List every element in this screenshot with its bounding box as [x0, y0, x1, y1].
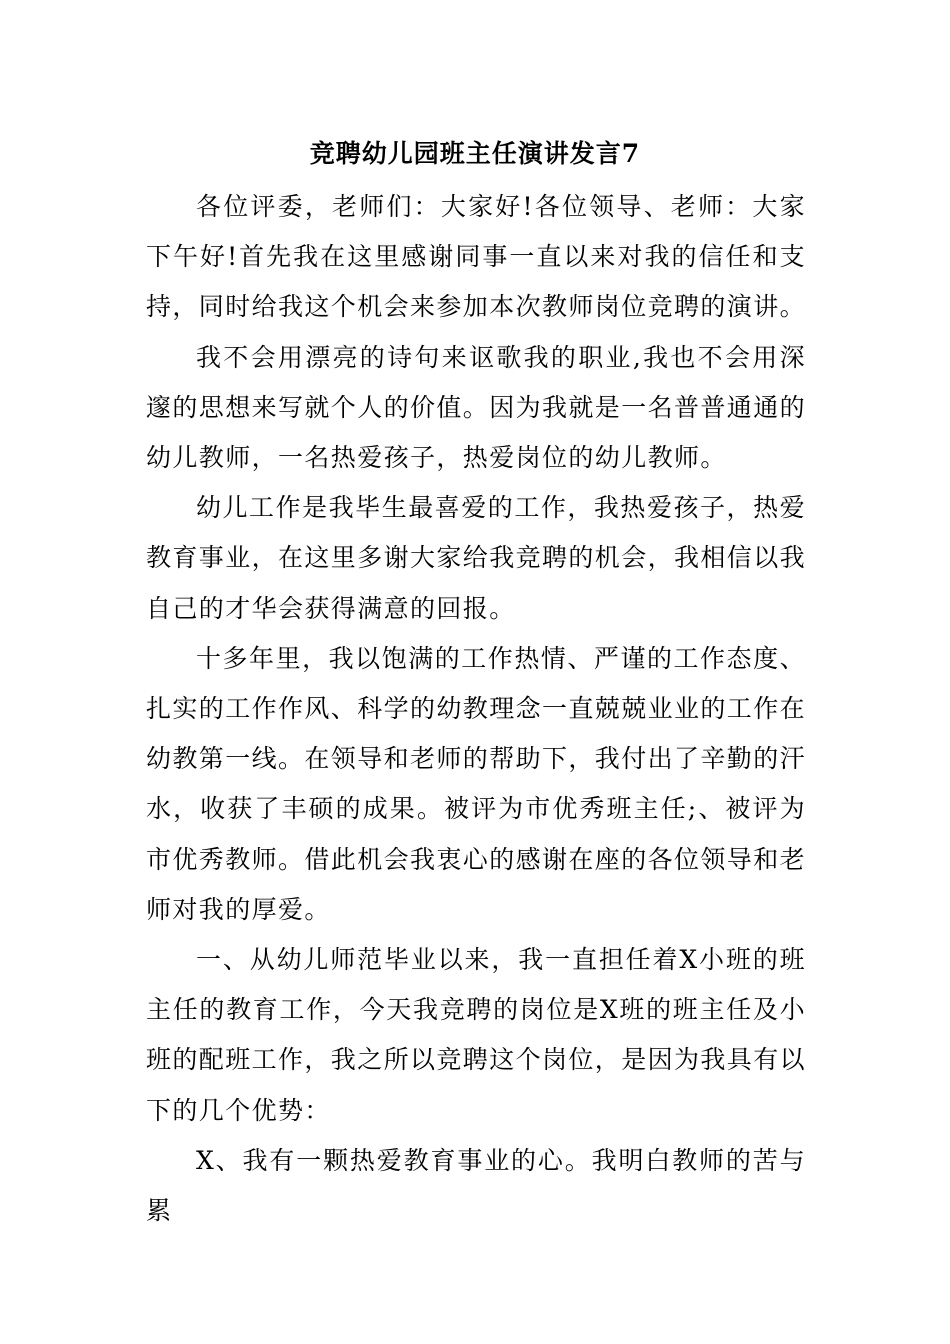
paragraph-profession: 我不会用漂亮的诗句来讴歌我的职业,我也不会用深邃的思想来写就个人的价值。因为我就是一名普普通通的幼儿教师，一名热爱孩子，热爱岗位的幼儿教师。 — [146, 342, 807, 473]
paragraph-position: 一、从幼儿师范毕业以来，我一直担任着X小班的班主任的教育工作，今天我竞聘的岗位是X班的班主任及小班的配班工作，我之所以竞聘这个岗位，是因为我具有以下的几个优势： — [146, 945, 807, 1125]
document-title: 竞聘幼儿园班主任演讲发言7 — [309, 139, 641, 168]
paragraph-achievements: 十多年里，我以饱满的工作热情、严谨的工作态度、扎实的工作作风、科学的幼教理念一直兢兢业业的工作在幼教第一线。在领导和老师的帮助下，我付出了辛勤的汗水，收获了丰硕的成果。被评为市优秀班主任;、被评为市优秀教师。借此机会我衷心的感谢在座的各位领导和老师对我的厚爱。 — [146, 643, 807, 924]
paragraph-love-of-work: 幼儿工作是我毕生最喜爱的工作，我热爱孩子，热爱教育事业，在这里多谢大家给我竞聘的机会，我相信以我自己的才华会获得满意的回报。 — [146, 493, 807, 623]
paragraph-advantage-1: X、我有一颗热爱教育事业的心。我明白教师的苦与累 — [146, 1145, 806, 1226]
document-body — [146, 182, 806, 1236]
paragraph-greeting: 各位评委，老师们：大家好!各位领导、老师：大家下午好!首先我在这里感谢同事一直以来对我的信任和支持，同时给我这个机会来参加本次教师岗位竞聘的演讲。 — [146, 192, 807, 322]
